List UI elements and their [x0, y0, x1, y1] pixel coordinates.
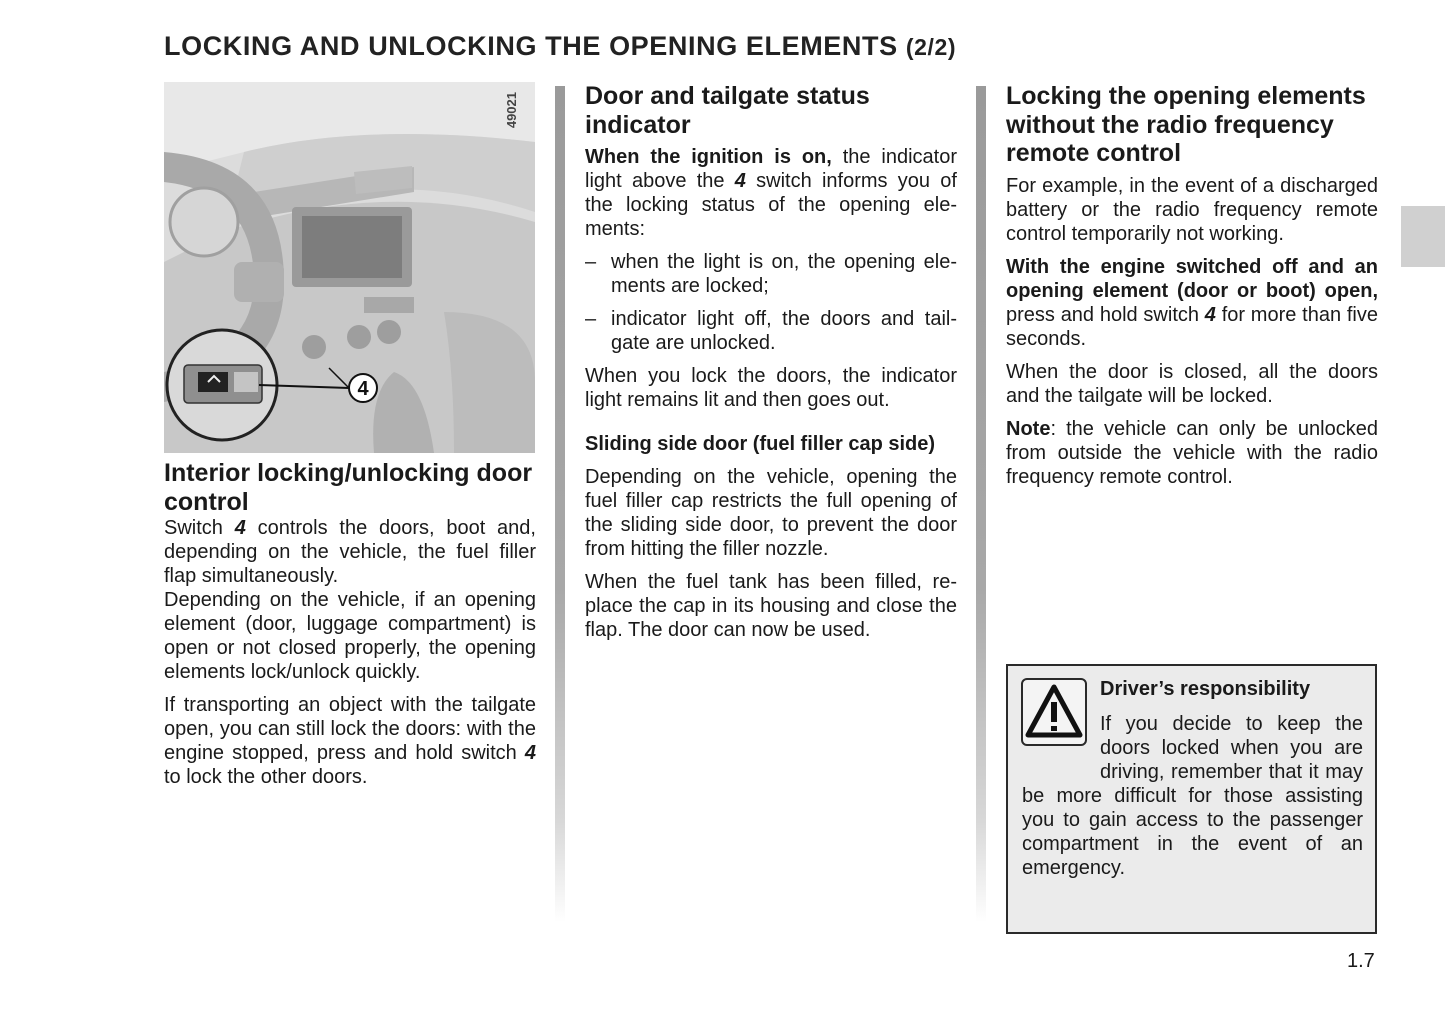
- col3-paragraph-3: When the door is closed, all the doors and the tailgate will be locked.: [1006, 360, 1378, 407]
- dashboard-figure: [164, 82, 535, 453]
- col2-paragraph-2: When you lock the doors, the indicator light remains lit and then goes out.: [585, 365, 957, 411]
- dashboard-illustration: [164, 82, 535, 453]
- col1-paragraph-1: Switch 4 controls the doors, boot and, depending on the vehicle, the fuel filler flap simultaneously.: [164, 517, 536, 587]
- bullet-item: – when the light is on, the opening elements are locked;: [585, 251, 957, 297]
- col3-paragraph-2: With the engine switched off and an opening element (door or boot) open, press and hold switch 4 for more than five seconds.: [1006, 255, 1378, 350]
- col3-paragraph-1: For example, in the event of a discharged battery or the radio frequency remote control temporarily not working.: [1006, 174, 1378, 245]
- page-number: 1.7: [1347, 950, 1375, 972]
- col2-subheading: Sliding side door (fuel filler cap side): [585, 433, 936, 455]
- col2-paragraph-4: When the fuel tank has been filled, replace the cap in its housing and close the flap. The door can now be used.: [585, 571, 957, 641]
- col3-paragraph-4: Note: the vehicle can only be unlocked from outside the vehicle with the radio frequency remote control.: [1006, 417, 1378, 488]
- warning-title: Driver’s responsibility: [1100, 678, 1311, 700]
- figure-code: 49021: [504, 92, 519, 129]
- column-divider: [976, 86, 986, 922]
- column-1: [164, 82, 536, 789]
- bullet-item: – indicator light off, the doors and tailgate are unlocked.: [585, 308, 957, 354]
- page-title: LOCKING AND UNLOCKING THE OPENING ELEMENTS (2/2): [164, 31, 957, 61]
- warning-box: [1006, 664, 1377, 934]
- col1-heading: Interior locking/unlocking door control: [164, 459, 533, 516]
- column-divider: [555, 86, 565, 922]
- col2-heading: Door and tailgate status indicator: [585, 82, 870, 139]
- section-tab: [1401, 206, 1445, 267]
- col2-paragraph-1: When the ignition is on, the indicator light above the 4 switch informs you of the locking status of the opening elements:: [585, 146, 958, 240]
- column-3: [1006, 82, 1378, 489]
- col2-paragraph-3: Depending on the vehicle, opening the fuel filler cap restricts the full opening of the sliding side door, to prevent the door from hitting the filler nozzle.: [585, 466, 957, 560]
- column-2: [585, 82, 957, 642]
- col1-paragraph-2: Depending on the vehicle, if an opening element (door, luggage compartment) is open or not closed properly, the opening elements lock/unlock quickly.: [164, 589, 536, 683]
- col3-heading: Locking the opening elements without the radio frequency remote control: [1006, 82, 1366, 167]
- figure-callout-4: 4: [357, 378, 369, 400]
- col1-paragraph-3: If transporting an object with the tailgate open, you can still lock the doors: with the engine stopped, press and hold switch 4 to lock the other doors.: [164, 694, 536, 788]
- warning-text: If you decide to keep the doors locked when you are driving, remember that it may be more difficult for those assisting you to gain access to the passenger compartment in the event of an emergency.: [1022, 713, 1363, 879]
